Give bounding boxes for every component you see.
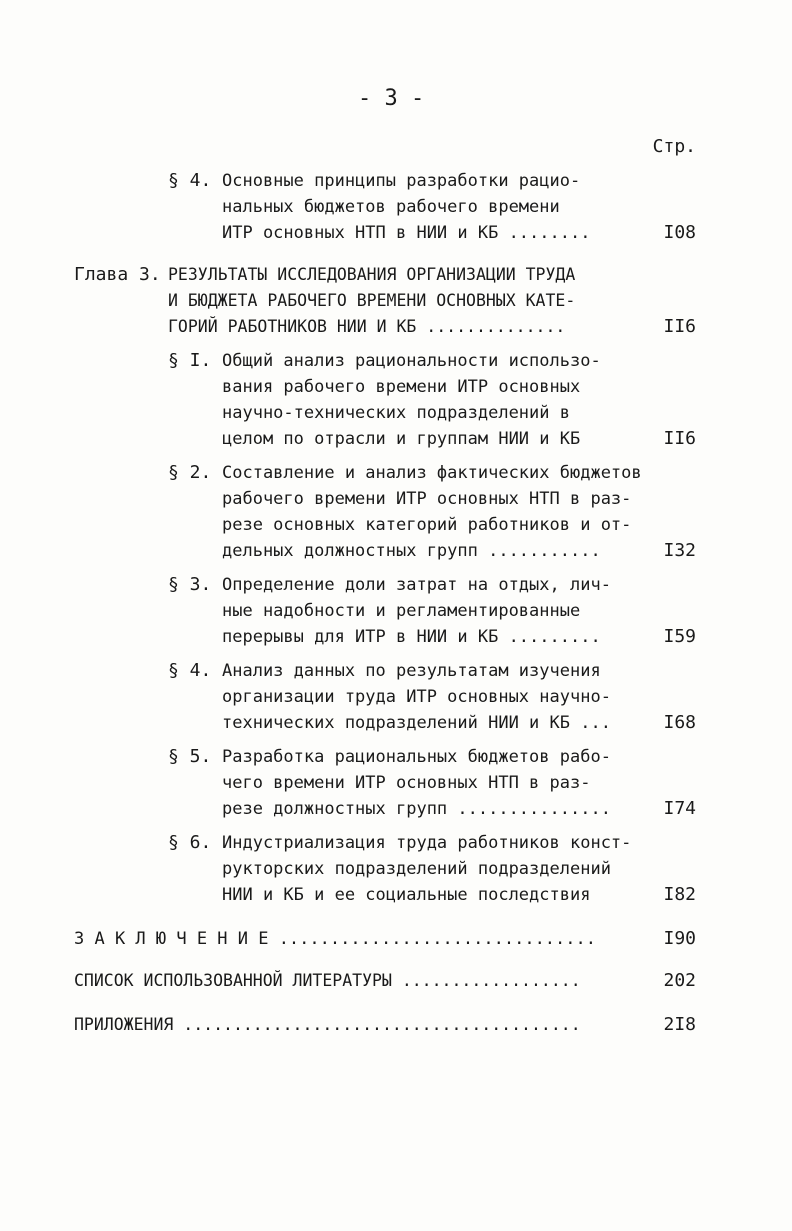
chapter-title-line: И БЮДЖЕТА РАБОЧЕГО ВРЕМЕНИ ОСНОВНЫХ КАТЕ- — [168, 291, 576, 310]
toc-references: СПИСОК ИСПОЛЬЗОВАННОЙ ЛИТЕРАТУРЫ .................. — [74, 971, 581, 990]
toc-line: Разработка рациональных бюджетов рабо- — [222, 747, 611, 767]
toc-section-marker: § I. — [168, 350, 212, 371]
toc-section-marker: § 5. — [168, 746, 212, 767]
toc-appendices: ПРИЛОЖЕНИЯ ........................................ — [74, 1015, 581, 1034]
toc-line: технических подразделений НИИ и КБ ... — [222, 713, 611, 733]
toc-line: резе основных категорий работников и от- — [222, 515, 632, 535]
toc-line: нальных бюджетов рабочего времени — [222, 197, 560, 217]
toc-line: дельных должностных групп ........... — [222, 541, 601, 561]
toc-line: Основные принципы разработки рацио- — [222, 171, 581, 191]
toc-conclusion: З А К Л Ю Ч Е Н И Е ............................... — [74, 929, 596, 949]
toc-page-number: I82 — [663, 884, 696, 905]
chapter-label: Глава 3. — [74, 264, 161, 285]
toc-line: резе должностных групп ............... — [222, 799, 611, 819]
toc-page-number: I90 — [663, 928, 696, 949]
toc-section-marker: § 4. — [168, 660, 212, 681]
toc-line: организации труда ИТР основных научно- — [222, 687, 611, 707]
toc-page-number: I68 — [663, 712, 696, 733]
toc-line: научно-технических подразделений в — [222, 403, 570, 423]
page-number: - 3 - — [358, 86, 425, 111]
toc-page-number: I74 — [663, 798, 696, 819]
toc-section-marker: § 2. — [168, 462, 212, 483]
chapter-title-line: РЕЗУЛЬТАТЫ ИССЛЕДОВАНИЯ ОРГАНИЗАЦИИ ТРУДА — [168, 265, 576, 284]
toc-page-number: I08 — [663, 222, 696, 243]
toc-line: ИТР основных НТП в НИИ и КБ ........ — [222, 223, 591, 243]
toc-section-marker: § 4. — [168, 170, 212, 191]
toc-line: целом по отрасли и группам НИИ и КБ — [222, 429, 581, 449]
toc-page-number: I59 — [663, 626, 696, 647]
toc-line: Общий анализ рациональности использо- — [222, 351, 601, 371]
toc-page-number: 202 — [663, 970, 696, 991]
toc-section-marker: § 3. — [168, 574, 212, 595]
toc-page-number: I32 — [663, 540, 696, 561]
toc-line: чего времени ИТР основных НТП в раз- — [222, 773, 591, 793]
toc-line: Анализ данных по результатам изучения — [222, 661, 601, 681]
toc-page-number: 2I8 — [663, 1014, 696, 1035]
toc-line: перерывы для ИТР в НИИ и КБ ......... — [222, 627, 601, 647]
toc-line: рукторских подразделений подразделений — [222, 859, 611, 879]
chapter-title-line: ГОРИЙ РАБОТНИКОВ НИИ И КБ .............. — [168, 317, 566, 336]
toc-page-number: II6 — [663, 428, 696, 449]
toc-line: ные надобности и регламентированные — [222, 601, 581, 621]
toc-line: вания рабочего времени ИТР основных — [222, 377, 581, 397]
toc-line: НИИ и КБ и ее социальные последствия — [222, 885, 591, 905]
toc-section-marker: § 6. — [168, 832, 212, 853]
toc-line: Индустриализация труда работников конст- — [222, 833, 632, 853]
toc-line: Составление и анализ фактических бюджетов — [222, 463, 642, 483]
page-column-header: Стр. — [652, 136, 696, 157]
toc-page-number: II6 — [663, 316, 696, 337]
toc-line: Определение доли затрат на отдых, лич- — [222, 575, 611, 595]
toc-line: рабочего времени ИТР основных НТП в раз- — [222, 489, 632, 509]
